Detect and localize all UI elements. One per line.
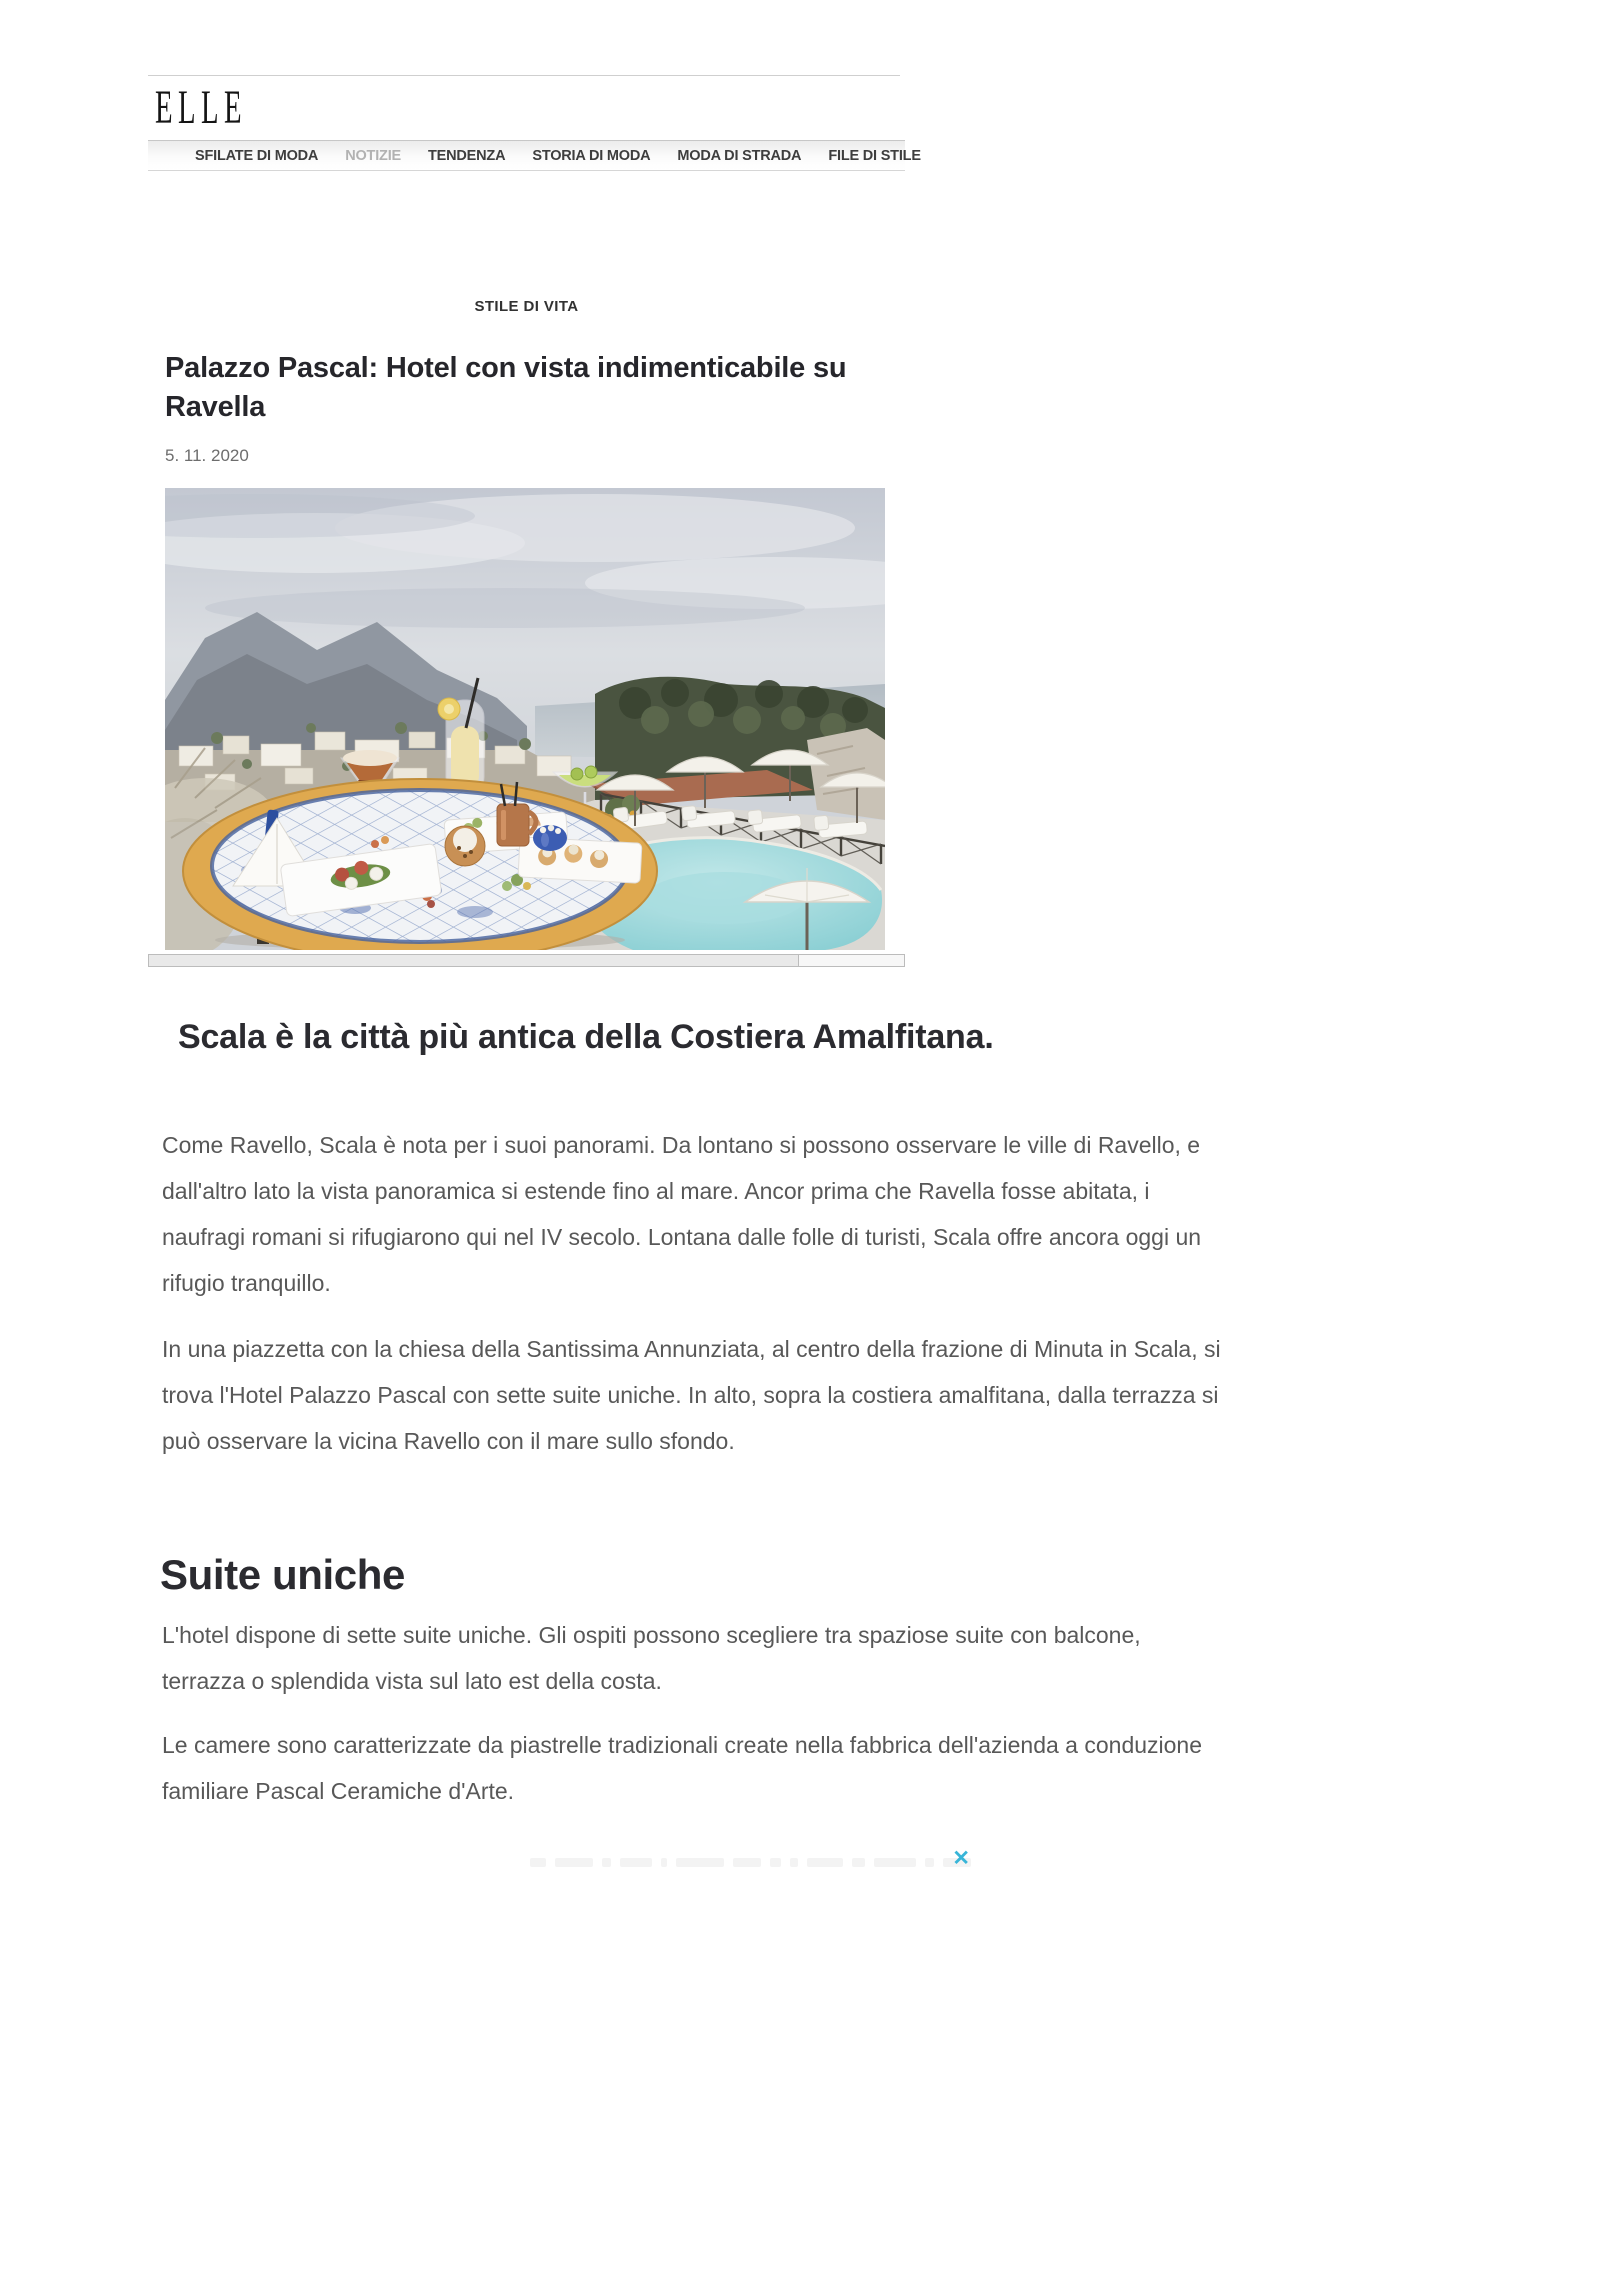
article-hero-photo xyxy=(165,488,885,950)
nav-item-notizie[interactable]: NOTIZIE xyxy=(345,147,401,164)
paragraph-1-line: Come Ravello, Scala è nota per i suoi panorami. Da lontano si possono osservare le ville di Ravello, e xyxy=(162,1132,1201,1158)
horizontal-scrollbar[interactable] xyxy=(148,954,905,967)
article-title-line1: Palazzo Pascal: Hotel con vista indimenticabile su xyxy=(165,352,847,385)
paragraph-3-line: L'hotel dispone di sette suite uniche. Gli ospiti possono scegliere tra spaziose suite con balcone, xyxy=(162,1622,1141,1648)
section-heading: Scala è la città più antica della Costiera Amalfitana. xyxy=(178,1018,994,1057)
horizontal-scrollbar-thumb[interactable] xyxy=(149,955,799,966)
header-divider xyxy=(148,75,900,76)
article-title xyxy=(165,349,895,427)
paragraph-2-line: In una piazzetta con la chiesa della Santissima Annunziata, al centro della frazione di Minuta in Scala, si xyxy=(162,1336,1221,1362)
nav-item-moda-di-strada[interactable]: MODA DI STRADA xyxy=(677,147,802,164)
paragraph-1-line: naufragi romani si rifugiarono qui nel IV secolo. Lontana dalle folle di turisti, Scala offre ancora oggi un xyxy=(162,1224,1202,1250)
paragraph-2 xyxy=(162,1326,1562,1464)
paragraph-1-line: dall'altro lato la vista panoramica si estende fino al mare. Ancor prima che Ravella fosse abitata, i xyxy=(162,1178,1150,1204)
paragraph-4-line: Le camere sono caratterizzate da piastrelle tradizionali create nella fabbrica dell'azienda a conduzione xyxy=(162,1732,1203,1758)
paragraph-3-line: terrazza o splendida vista sul lato est della costa. xyxy=(162,1668,662,1694)
article-category[interactable]: STILE DI VITA xyxy=(474,298,579,315)
article-date: 5. 11. 2020 xyxy=(165,446,249,465)
elle-logo[interactable]: ELLE xyxy=(155,81,247,134)
main-navigation xyxy=(148,140,921,171)
hero-photo-illustration xyxy=(165,488,885,950)
nav-item-file-di-stile[interactable]: FILE DI STILE xyxy=(828,147,921,164)
paragraph-4-line: familiare Pascal Ceramiche d'Arte. xyxy=(162,1778,515,1804)
ad-banner xyxy=(500,1846,970,1880)
ad-ghost-text xyxy=(530,1858,971,1867)
paragraph-2-line: può osservare la vicina Ravello con il mare sullo sfondo. xyxy=(162,1428,735,1454)
nav-item-sfilate-di-moda[interactable]: SFILATE DI MODA xyxy=(195,147,319,164)
paragraph-2-line: trova l'Hotel Palazzo Pascal con sette suite uniche. In alto, sopra la costiera amalfitana, dalla terrazza si xyxy=(162,1382,1219,1408)
nav-item-tendenza[interactable]: TENDENZA xyxy=(428,147,506,164)
ad-close-icon[interactable]: ✕ xyxy=(952,1847,970,1870)
paragraph-1-line: rifugio tranquillo. xyxy=(162,1270,331,1296)
paragraph-4 xyxy=(162,1722,1562,1814)
subsection-heading: Suite uniche xyxy=(160,1550,405,1598)
nav-item-storia-di-moda[interactable]: STORIA DI MODA xyxy=(532,147,651,164)
paragraph-3 xyxy=(162,1612,1562,1704)
article-title-line2: Ravella xyxy=(165,391,266,424)
paragraph-1 xyxy=(162,1122,1562,1306)
